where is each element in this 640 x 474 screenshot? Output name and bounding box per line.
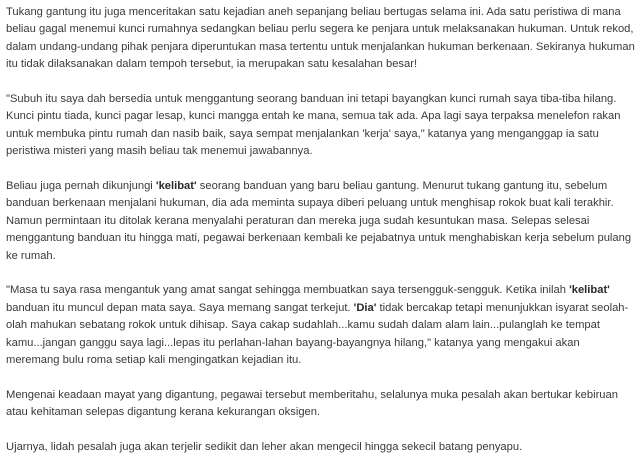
text-run: seorang banduan yang baru beliau gantung. Menurut tukang gantung itu, sebelum banduan berkenaan menjalani hukuman, dia ada meminta supaya diberi peluang untuk menghisap rokok buat kali terakhir. Namun permintaan itu ditolak kerana menyalahi peraturan dan mereka juga sudah kesuntukan masa. Selepas selesai menggantung banduan itu hingga mati, pegawai berkenaan kembali ke pejabatnya untuk menghabiskan kerja sebelum pulang ke rumah. [6,180,632,262]
text-run: Mengenai keadaan mayat yang digantung, pegawai tersebut memberitahu, selalunya muka pesalah akan bertukar kebiruan atau kehitaman selepas digantung kerana kekurangan oksigen. [6,388,618,419]
text-run: "Masa tu saya rasa mengantuk yang amat sangat sehingga membuatkan saya tersengguk-sengguk. Ketika inilah [6,284,570,297]
article-body [6,4,636,474]
article-paragraph [6,439,636,456]
text-run: Beliau juga pernah dikunjungi [6,180,156,193]
text-run: Ujarnya, lidah pesalah juga akan terjelir sedikit dan leher akan mengecil hingga sekecil batang penyapu. [6,441,523,454]
article-paragraph [6,178,636,265]
bold-phrase: 'Dia' [353,301,377,314]
text-run: Tukang gantung itu juga menceritakan satu kejadian aneh sepanjang beliau bertugas selama ini. Ada satu peristiwa di mana beliau gagal menemui kunci rumahnya sedangkan beliau perlu segera ke penjara untuk melaksanakan hukuman. Untuk rekod, dalam undang-undang pihak penjara diperuntukan masa tertentu untuk menjalankan hukuman berkenaan. Sekiranya hukuman itu tidak dilaksanakan dalam tempoh tersebut, ia merupakan satu kesalahan besar! [6,6,635,71]
article-paragraph [6,387,636,422]
article-paragraph [6,91,636,161]
article-paragraph [6,282,636,369]
text-run: "Subuh itu saya dah bersedia untuk menggantung seorang banduan ini tetapi bayangkan kunci rumah saya tiba-tiba hilang. Kunci pintu tiada, kunci pagar lesap, kunci mangga entah ke mana, semua tak ada. Apa lagi saya terpaksa menelefon rakan untuk membuka pintu rumah dan nasib baik, saya sempat menjalankan 'kerja' saya," katanya yang menganggap ia satu peristiwa misteri yang masih beliau tak menemui jawabannya. [6,93,621,158]
bold-phrase: 'kelibat' [569,284,610,297]
bold-phrase: 'kelibat' [155,180,197,193]
text-run: tidak bercakap tetapi menunjukkan isyarat seolah-olah mahukan sebatang rokok untuk dihisap. Saya cakap sudahlah...kamu sudah dalam alam lain...pulanglah ke tempat kamu...jangan ganggu saya lagi...lepas itu perlahan-lahan bayang-bayangnya hilang," katanya yang mengakui akan meremang bulu roma setiap kali mengingatkan kejadian itu. [6,301,629,367]
text-run: banduan itu muncul depan mata saya. Saya memang sangat terkejut. [6,301,354,314]
article-paragraph [6,4,636,74]
